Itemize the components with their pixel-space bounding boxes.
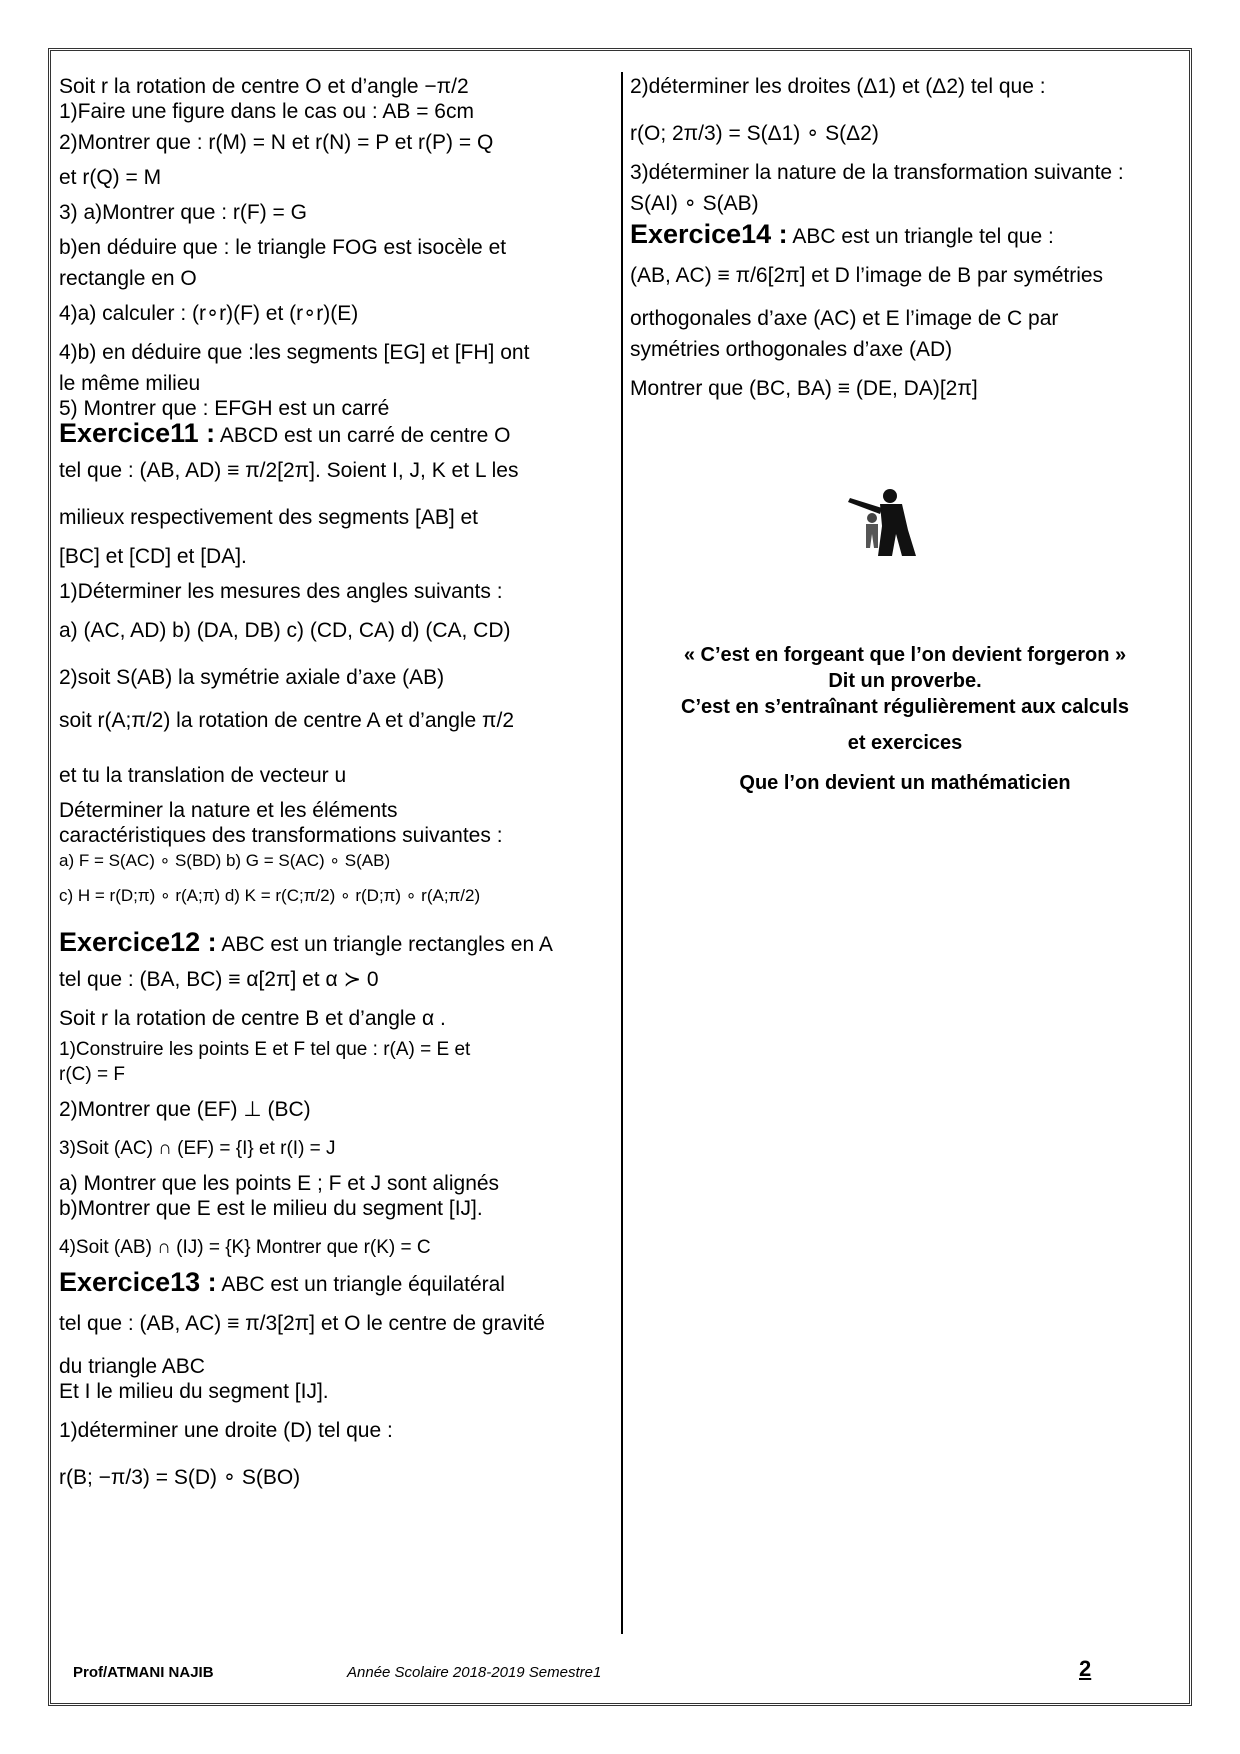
exercise-intro: ABC est un triangle tel que : xyxy=(792,225,1054,248)
line: le même milieu xyxy=(59,372,201,395)
line: et tu la translation de vecteur u xyxy=(59,764,347,787)
line: symétries orthogonales d’axe (AD) xyxy=(630,338,953,361)
line: Soit r la rotation de centre B et d’angle α . xyxy=(59,1007,446,1030)
line: soit r(A;π/2) la rotation de centre A et d’angle π/2 xyxy=(59,709,515,732)
line: 4)a) calculer : (r∘r)(F) et (r∘r)(E) xyxy=(59,302,359,325)
page-number: 2 xyxy=(1079,1656,1092,1681)
exercise-12-heading xyxy=(59,927,615,957)
proverb-line: C’est en s’entraînant régulièrement aux calculs xyxy=(681,696,1129,718)
line: 1)Déterminer les mesures des angles suivants : xyxy=(59,580,503,603)
line: (AB, AC) ≡ π/6[2π] et D l’image de B par symétries xyxy=(630,264,1104,287)
line: 2)Montrer que (EF) ⊥ (BC) xyxy=(59,1098,311,1121)
line: r(O; 2π/3) = S(Δ1) ∘ S(Δ2) xyxy=(630,122,879,145)
proverb-line: Dit un proverbe. xyxy=(828,670,982,692)
exercise-intro: ABC est un triangle rectangles en A xyxy=(221,933,553,956)
line: 1)Construire les points E et F tel que : r(A) = E et xyxy=(59,1039,471,1060)
line: 2)soit S(AB) la symétrie axiale d’axe (AB) xyxy=(59,666,445,689)
exercise-13-heading xyxy=(59,1267,615,1297)
line: 4)b) en déduire que :les segments [EG] et [FH] ont xyxy=(59,341,530,364)
line: Montrer que (BC, BA) ≡ (DE, DA)[2π] xyxy=(630,377,978,400)
line: b)Montrer que E est le milieu du segment [IJ]. xyxy=(59,1197,483,1220)
line: orthogonales d’axe (AC) et E l’image de C par xyxy=(630,307,1059,330)
proverb-line: et exercices xyxy=(847,732,963,754)
right-column xyxy=(630,74,1180,401)
exercise-11-heading xyxy=(59,418,615,448)
line: 2)Montrer que : r(M) = N et r(N) = P et r(P) = Q xyxy=(59,131,494,154)
line: Soit r la rotation de centre O et d’angle −π/2 xyxy=(59,75,469,98)
exercise-intro: ABC est un triangle équilatéral xyxy=(221,1273,505,1296)
line: tel que : (AB, AC) ≡ π/3[2π] et O le centre de gravité xyxy=(59,1312,545,1335)
line: 1)Faire une figure dans le cas ou : AB = 6cm xyxy=(59,100,474,123)
footer-author: Prof/ATMANI NAJIB xyxy=(73,1664,214,1681)
line: Et I le milieu du segment [IJ]. xyxy=(59,1380,329,1403)
exercise-title: Exercice14 : xyxy=(630,219,788,249)
line: du triangle ABC xyxy=(59,1355,205,1378)
exercise-title: Exercice12 : xyxy=(59,927,217,957)
line: tel que : (BA, BC) ≡ α[2π] et α ≻ 0 xyxy=(59,968,379,991)
left-column xyxy=(59,74,615,1490)
proverb-line: Que l’on devient un mathématicien xyxy=(739,772,1071,794)
line: milieux respectivement des segments [AB] et xyxy=(59,506,479,529)
line: a) F = S(AC) ∘ S(BD) b) G = S(AC) ∘ S(AB) xyxy=(59,851,391,870)
line: rectangle en O xyxy=(59,267,197,290)
line: tel que : (AB, AD) ≡ π/2[2π]. Soient I, J, K et L les xyxy=(59,459,519,482)
line: a) Montrer que les points E ; F et J sont alignés xyxy=(59,1172,500,1195)
footer-school-year: Année Scolaire 2018-2019 Semestre1 xyxy=(347,1664,602,1681)
exercise-title: Exercice13 : xyxy=(59,1267,217,1297)
line: 2)déterminer les droites (Δ1) et (Δ2) tel que : xyxy=(630,75,1046,98)
line: b)en déduire que : le triangle FOG est isocèle et xyxy=(59,236,507,259)
line: r(B; −π/3) = S(D) ∘ S(BO) xyxy=(59,1466,301,1489)
line: 1)déterminer une droite (D) tel que : xyxy=(59,1419,393,1442)
teacher-pointing-icon xyxy=(842,486,922,562)
exercise-14-heading xyxy=(630,219,1180,249)
line: 4)Soit (AB) ∩ (IJ) = {K} Montrer que r(K) = C xyxy=(59,1237,431,1258)
line: et r(Q) = M xyxy=(59,166,162,189)
line: 3)Soit (AC) ∩ (EF) = {I} et r(I) = J xyxy=(59,1138,336,1159)
line: 5) Montrer que : EFGH est un carré xyxy=(59,397,390,420)
line: 3)déterminer la nature de la transformation suivante : xyxy=(630,161,1124,184)
line: 3) a)Montrer que : r(F) = G xyxy=(59,201,307,224)
line: a) (AC, AD) b) (DA, DB) c) (CD, CA) d) (CA, CD) xyxy=(59,619,511,642)
line: r(C) = F xyxy=(59,1064,125,1085)
line: S(AI) ∘ S(AB) xyxy=(630,192,759,215)
exercise-intro: ABCD est un carré de centre O xyxy=(219,424,511,447)
exercise-title: Exercice11 : xyxy=(59,418,216,448)
line: c) H = r(D;π) ∘ r(A;π) d) K = r(C;π/2) ∘ r(D;π) ∘ r(A;π/2) xyxy=(59,886,481,905)
line: Déterminer la nature et les éléments xyxy=(59,799,398,822)
proverb-line: « C’est en forgeant que l’on devient forgeron » xyxy=(683,644,1127,666)
column-divider xyxy=(621,72,623,1634)
line: [BC] et [CD] et [DA]. xyxy=(59,545,247,568)
proverb-block xyxy=(630,642,1180,796)
line: caractéristiques des transformations suivantes : xyxy=(59,824,503,847)
